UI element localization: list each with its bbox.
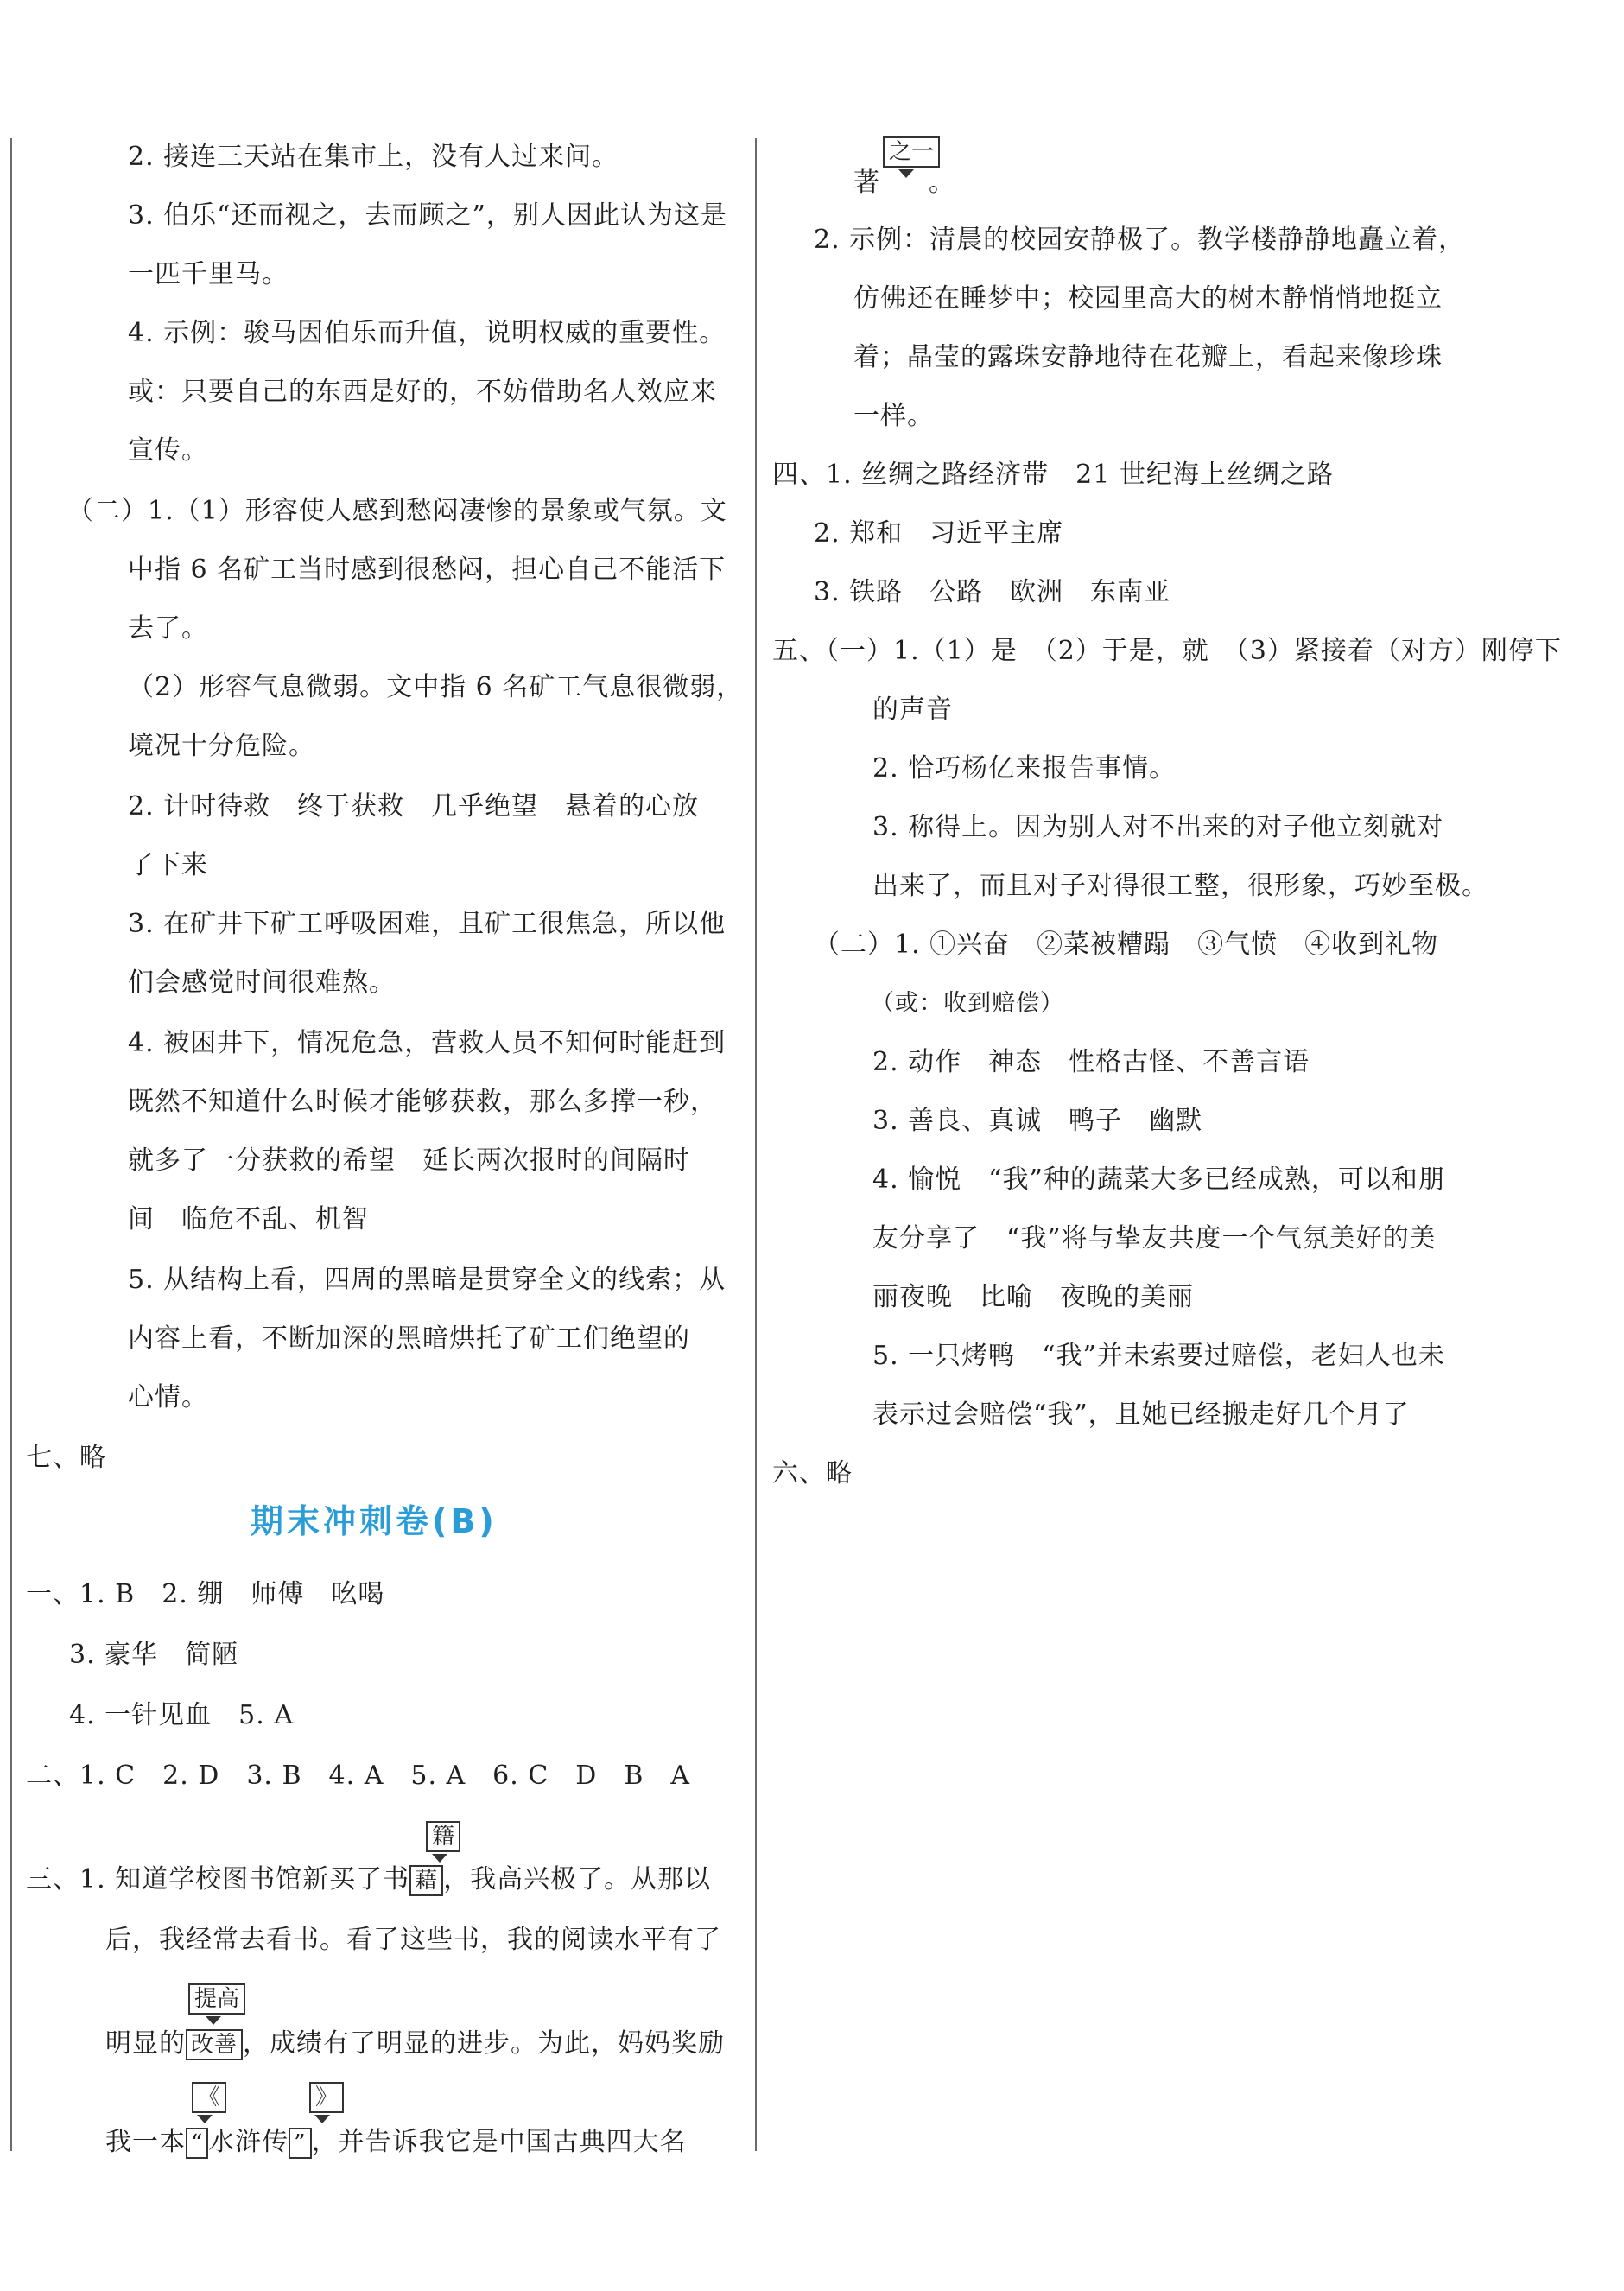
answer-line: 们会感觉时间很难熬。 — [128, 968, 396, 998]
answer-line: （或：收到赔偿） — [871, 990, 1064, 1017]
answer-line: 既然不知道什么时候才能够获救，那么多撑一秒， — [128, 1087, 717, 1117]
answer-line: 二、1. C 2. D 3. B 4. A 5. A 6. C D B A — [26, 1761, 691, 1791]
answer-line-with-correction — [105, 2125, 687, 2160]
answer-line: 丽夜晚 比喻 夜晚的美丽 — [872, 1282, 1194, 1312]
answer-line: 或：只要自己的东西是好的，不妨借助名人效应来 — [128, 377, 717, 407]
correction-annotation: 之一 — [883, 136, 940, 168]
answer-line: 出来了，而且对子对得很工整，很形象，巧妙至极。 — [872, 871, 1488, 901]
answer-line: 五、（一）1.（1）是 （2）于是，就 （3）紧接着（对方）刚停下 — [772, 636, 1562, 666]
answer-line: （二）1. ①兴奋 ②菜被糟蹋 ③气愤 ④收到礼物 — [814, 930, 1439, 960]
section-title: 期末冲刺卷(B) — [251, 1502, 498, 1540]
corrected-punct-box: ” — [289, 2128, 311, 2159]
text-segment: ，并告诉我它是中国古典四大名 — [311, 2127, 687, 2157]
correction-caret — [432, 1854, 447, 1863]
answer-line-with-correction — [105, 2027, 725, 2061]
answer-line: 3. 铁路 公路 欧洲 东南亚 — [814, 577, 1171, 607]
answer-line: 着；晶莹的露珠安静地待在花瓣上，看起来像珍珠 — [853, 342, 1443, 372]
answer-line: 仿佛还在睡梦中；校园里高大的树木静悄悄地挺立 — [853, 283, 1443, 314]
answer-line: 间 临危不乱、机智 — [128, 1204, 369, 1234]
answer-line: 3. 伯乐“还而视之，去而顾之”，别人因此认为这是 — [128, 200, 727, 231]
answer-line: 3. 善良、真诚 鸭子 幽默 — [872, 1106, 1203, 1136]
answer-line: 4. 一针见血 5. A — [69, 1700, 294, 1730]
answer-line: 一匹千里马。 — [128, 259, 289, 289]
answer-line: 3. 在矿井下矿工呼吸困难，且矿工很焦急，所以他 — [128, 909, 726, 939]
answer-line: 四、1. 丝绸之路经济带 21 世纪海上丝绸之路 — [772, 460, 1334, 490]
answer-line: 中指 6 名矿工当时感到很愁闷，担心自己不能活下 — [128, 555, 726, 585]
correction-caret — [314, 2115, 330, 2123]
text-segment: 三、1. 知道学校图书馆新买了书 — [26, 1864, 410, 1894]
answer-line: 的声音 — [872, 695, 953, 725]
answer-line: 去了。 — [128, 613, 208, 644]
answer-line: 2. 恰巧杨亿来报告事情。 — [872, 753, 1177, 784]
answer-line: 内容上看，不断加深的黑暗烘托了矿工们绝望的 — [128, 1323, 690, 1354]
left-margin-rule — [10, 138, 12, 2151]
answer-line: 境况十分危险。 — [128, 731, 315, 761]
answer-line: 心情。 — [128, 1382, 208, 1412]
answer-line: 了下来 — [128, 850, 208, 880]
text-segment: 著 — [853, 168, 880, 198]
answer-line: 2. 动作 神态 性格古怪、不善言语 — [872, 1047, 1310, 1077]
correction-annotation: 提高 — [188, 1983, 245, 2015]
corrected-word-box: 藉 — [409, 1865, 443, 1896]
answer-line: （2）形容气息微弱。文中指 6 名矿工气息很微弱， — [128, 672, 744, 702]
answer-line: 友分享了 “我”将与挚友共度一个气氛美好的美 — [872, 1223, 1437, 1253]
answer-line: 5. 从结构上看，四周的黑暗是贯穿全文的线索；从 — [128, 1265, 726, 1295]
answer-line: 宣传。 — [128, 435, 208, 466]
correction-annotation: 》 — [309, 2082, 344, 2113]
answer-line: 就多了一分获救的希望 延长两次报时的间隔时 — [128, 1146, 690, 1176]
text-segment: 。 — [929, 168, 955, 198]
answer-line: （二）1.（1）形容使人感到愁闷凄惨的景象或气氛。文 — [67, 496, 727, 526]
text-segment: 明显的 — [105, 2028, 186, 2059]
answer-line: 4. 示例：骏马因伯乐而升值，说明权威的重要性。 — [128, 318, 726, 348]
answer-line: 后，我经常去看书。看了这些书，我的阅读水平有了 — [105, 1925, 721, 1955]
correction-caret — [206, 2016, 221, 2025]
answer-line: 3. 称得上。因为别人对不出来的对子他立刻就对 — [872, 812, 1444, 842]
answer-line: 一样。 — [853, 401, 934, 431]
answer-line-with-correction — [853, 166, 955, 200]
text-segment: ，我高兴极了。从那以 — [443, 1864, 712, 1894]
answer-line: 4. 被困井下，情况危急，营救人员不知何时能赶到 — [128, 1028, 726, 1058]
answer-line: 2. 示例：清晨的校园安静极了。教学楼静静地矗立着， — [814, 225, 1466, 255]
answer-line: 七、略 — [26, 1443, 106, 1473]
correction-caret — [197, 2115, 213, 2123]
answer-line: 六、略 — [772, 1458, 853, 1488]
corrected-word-box: 改善 — [186, 2029, 243, 2060]
answer-line: 3. 豪华 简陋 — [69, 1640, 239, 1670]
answer-line-with-correction — [26, 1863, 711, 1897]
answer-line: 4. 愉悦 “我”种的蔬菜大多已经成熟，可以和朋 — [872, 1165, 1445, 1195]
corrected-punct-box: “ — [186, 2128, 208, 2159]
answer-line: 2. 接连三天站在集市上，没有人过来问。 — [128, 142, 619, 172]
answer-line: 一、1. B 2. 绷 师傅 吆喝 — [26, 1579, 385, 1609]
answer-line: 2. 郑和 习近平主席 — [814, 518, 1064, 549]
answer-line: 5. 一只烤鸭 “我”并未索要过赔偿，老妇人也未 — [872, 1341, 1445, 1371]
text-segment: 水浒传 — [208, 2127, 289, 2157]
text-segment: 我一本 — [105, 2127, 186, 2157]
correction-annotation: 籍 — [426, 1821, 460, 1852]
answer-line: 表示过会赔偿“我”，且她已经搬走好几个月了 — [872, 1399, 1410, 1430]
text-segment: ，成绩有了明显的进步。为此，妈妈奖励 — [243, 2028, 726, 2059]
correction-annotation: 《 — [192, 2082, 226, 2113]
center-divider-rule — [755, 138, 757, 2151]
answer-line: 2. 计时待救 终于获救 几乎绝望 悬着的心放 — [128, 791, 700, 822]
